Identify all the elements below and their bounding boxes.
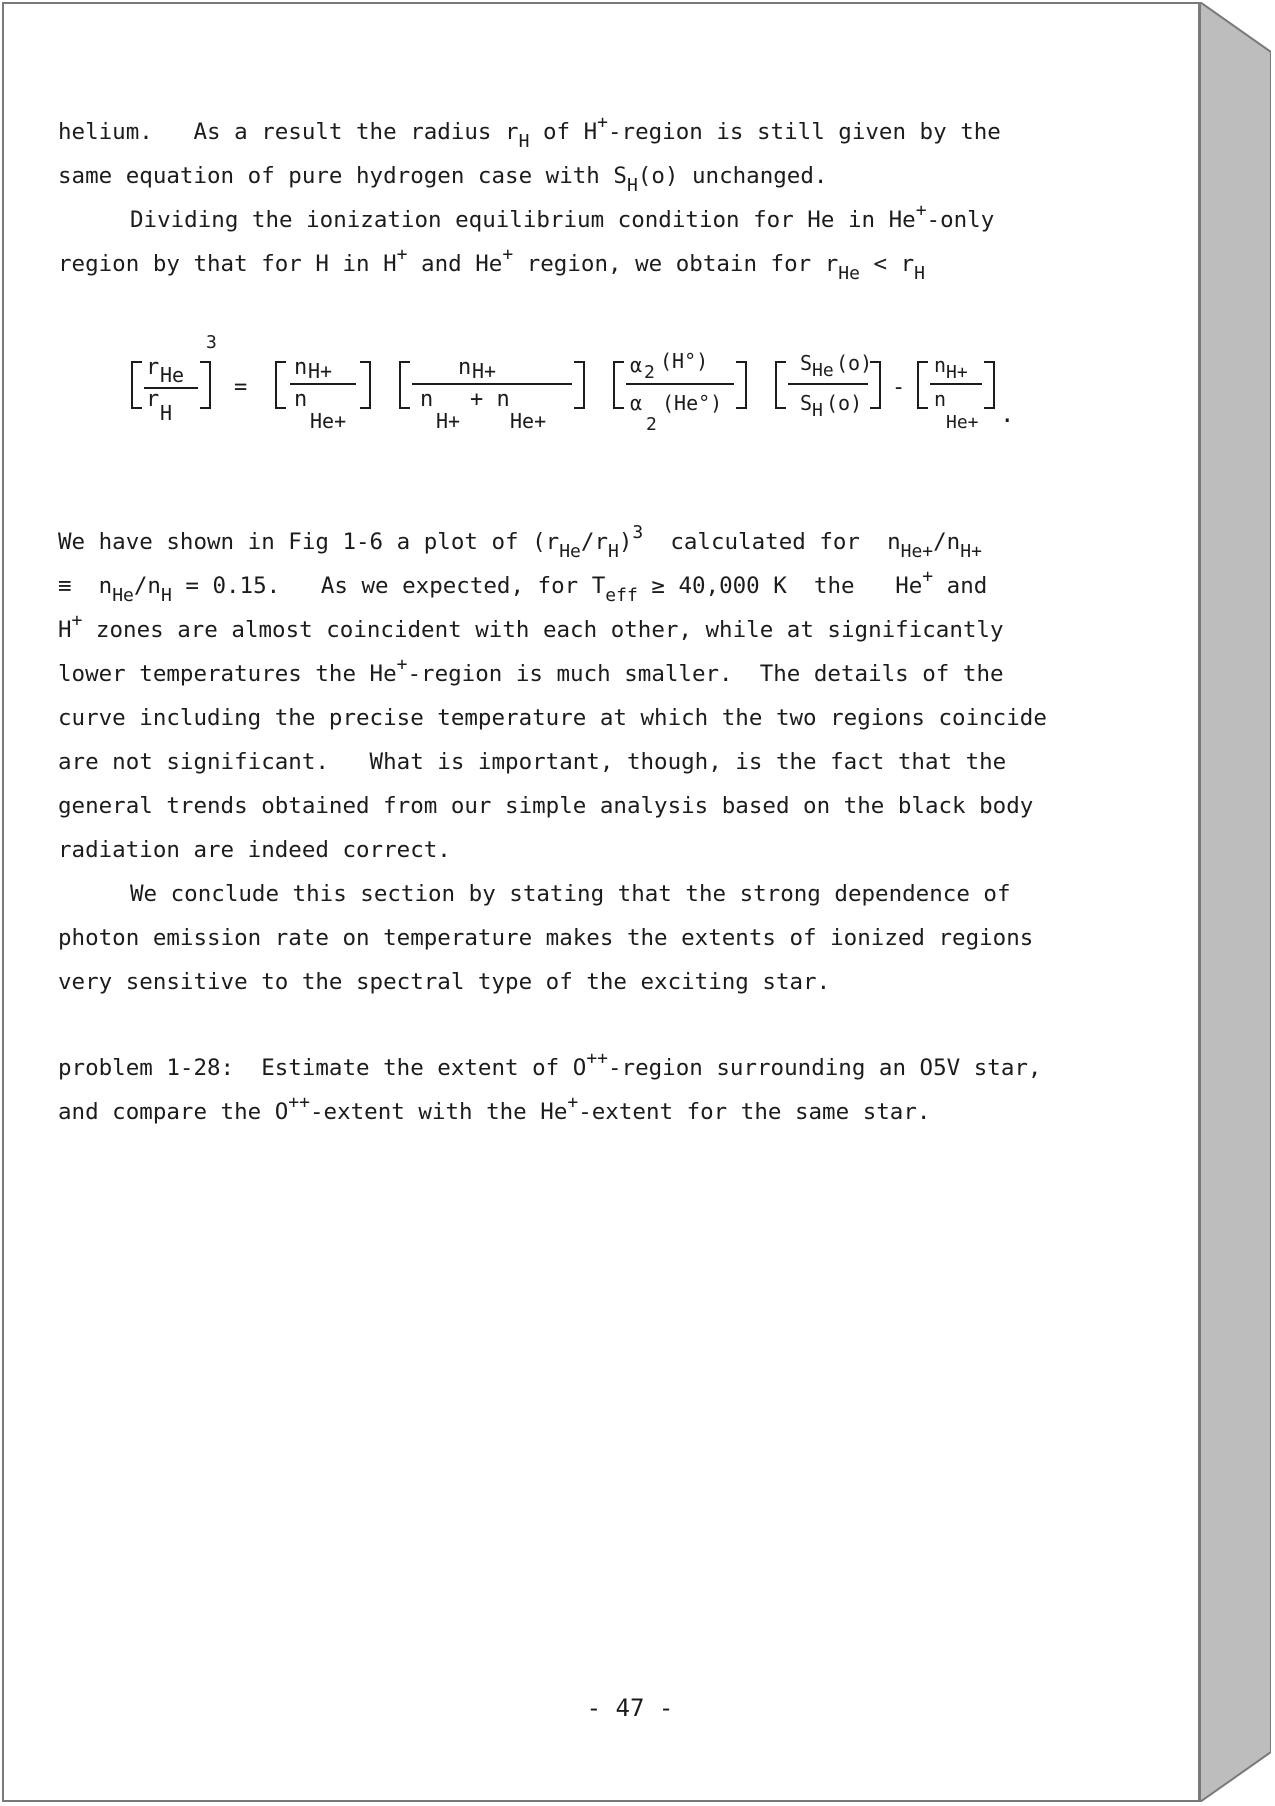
term1-denominator: r <box>146 387 160 412</box>
term3-numerator-sub: H+ <box>472 359 497 383</box>
term5-denominator-sub: H <box>812 400 823 421</box>
term1-denominator-sub: H <box>160 401 173 425</box>
para3-line8: radiation are indeed correct. <box>58 837 451 863</box>
para1-line2: same equation of pure hydrogen case with $S_H(o)$ unchanged. <box>58 163 828 197</box>
para2-line2: region by that for H in H+ and He+ region, we obtain for $r_{He} < r_H$ <box>58 244 925 285</box>
term1-left-bracket <box>132 362 142 408</box>
term3-numerator: n <box>458 355 472 380</box>
term2-denominator: n <box>294 387 308 412</box>
term5-numerator-arg: (o) <box>836 351 873 375</box>
term1-numerator-sub: He <box>160 363 185 387</box>
term6-denominator: n <box>934 387 947 411</box>
problem-line2: and compare the O++-extent with the He+-extent for the same star. <box>58 1092 931 1125</box>
term6-denominator-sub: He+ <box>946 412 979 433</box>
para3-line1: We have shown in Fig 1-6 a plot of $(r_{He}/r_H)^3$ calculated for $n_{He+}/n_{H+}$ <box>58 522 982 563</box>
equation-period: . <box>1000 400 1015 428</box>
term2-denominator-sub: He+ <box>310 409 347 433</box>
term5-numerator-sub: He <box>812 360 834 381</box>
term1-numerator: r <box>146 355 160 380</box>
para3-line5: curve including the precise temperature at which the two regions coincide <box>58 705 1047 731</box>
term2-numerator-sub: H+ <box>308 359 333 383</box>
term5-left-bracket <box>776 362 786 408</box>
para3-line4: lower temperatures the He+-region is much smaller. The details of the <box>58 654 1004 687</box>
term6-right-bracket <box>984 362 994 408</box>
para3-line7: general trends obtained from our simple analysis based on the black body <box>58 793 1034 819</box>
term6-numerator-sub: H+ <box>946 362 968 383</box>
term2-numerator: n <box>294 355 308 380</box>
para2-line1: Dividing the ionization equilibrium condition for He in He+-only <box>130 200 995 233</box>
term6-numerator: n <box>934 353 947 377</box>
para4-line3: very sensitive to the spectral type of the exciting star. <box>58 969 831 995</box>
term3-right-bracket <box>574 362 584 408</box>
para3-line2: ≡ $n_{He}/n_H = 0.15$. As we expected, for $T_{eff} \ge 40,000$ K the He+ and <box>58 566 988 607</box>
term4-numerator-sub: 2 <box>644 362 655 383</box>
term1-right-bracket <box>200 362 210 408</box>
term4-denominator-sub: 2 <box>646 414 657 435</box>
term3-denominator-a-sub: H+ <box>436 409 461 433</box>
term4-denominator: α <box>630 391 643 415</box>
para1-line1: helium. As a result the radius $r_H$ of H+-region is still given by the <box>58 112 1001 153</box>
problem-line1: problem 1-28: Estimate the extent of O++-region surrounding an O5V star, <box>58 1048 1042 1081</box>
term4-numerator: α <box>630 353 643 377</box>
para4-line1: We conclude this section by stating that the strong dependence of <box>130 881 1011 907</box>
term3-denominator-b-sub: He+ <box>510 409 547 433</box>
para3-line6: are not significant. What is important, though, is the fact that the <box>58 749 1007 775</box>
term1-exponent: 3 <box>206 332 217 353</box>
term4-right-bracket <box>736 362 746 408</box>
term3-left-bracket <box>400 362 410 408</box>
term2-right-bracket <box>360 362 370 408</box>
term4-left-bracket <box>614 362 624 408</box>
ionization-equation <box>100 330 1080 450</box>
term5-denominator: S <box>800 391 813 415</box>
term3-denominator-a: n <box>420 387 434 412</box>
term2-left-bracket <box>276 362 286 408</box>
term4-denominator-arg: (He°) <box>662 391 723 415</box>
term4-numerator-arg: (H°) <box>660 349 709 373</box>
term5-denominator-arg: (o) <box>826 391 863 415</box>
equals-sign: = <box>234 375 248 400</box>
page-number: - 47 - <box>586 1694 674 1722</box>
book-spine <box>1200 2 1271 1802</box>
term3-denominator-plus: + n <box>470 387 510 412</box>
para3-line3: H+ zones are almost coincident with each other, while at significantly <box>58 610 1004 643</box>
term5-numerator: S <box>800 351 813 375</box>
para4-line2: photon emission rate on temperature makes the extents of ionized regions <box>58 925 1034 951</box>
term6-left-bracket <box>918 362 928 408</box>
minus-sign: - <box>892 375 906 400</box>
